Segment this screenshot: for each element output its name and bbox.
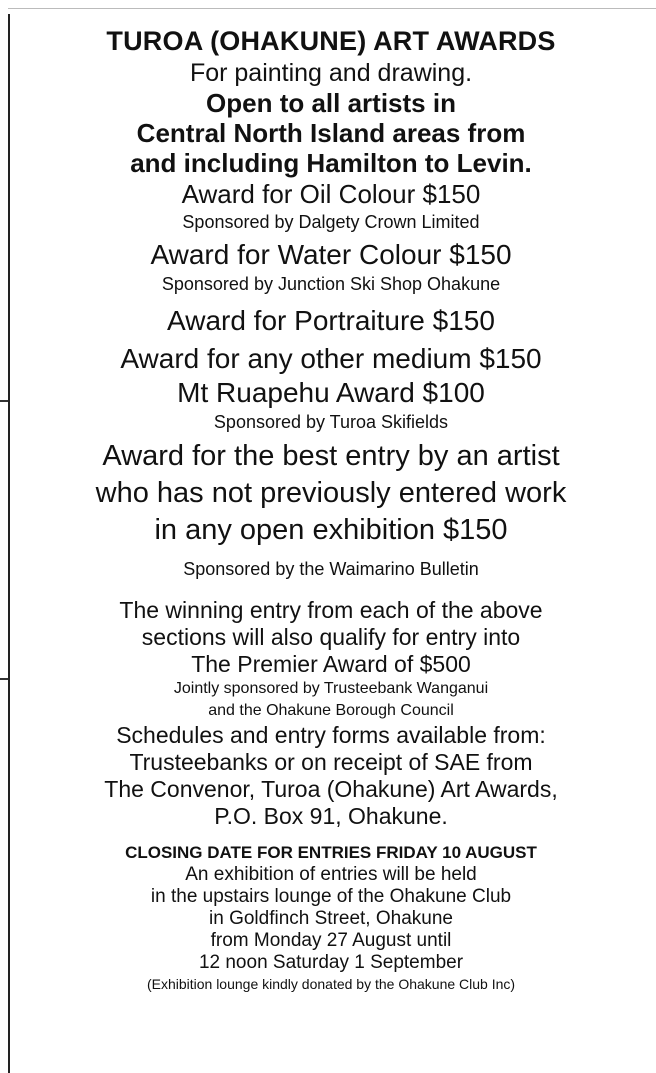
ad-title: TUROA (OHAKUNE) ART AWARDS bbox=[106, 26, 556, 56]
award-portraiture: Award for Portraiture $150 bbox=[167, 305, 495, 336]
eligibility-line: Central North Island areas from bbox=[136, 118, 526, 148]
premier-sponsor-line: and the Ohakune Borough Council bbox=[208, 702, 454, 719]
award-oil-sponsor: Sponsored by Dalgety Crown Limited bbox=[182, 212, 480, 232]
award-newcomer-line: in any open exhibition $150 bbox=[154, 514, 508, 546]
schedule-line: P.O. Box 91, Ohakune. bbox=[214, 803, 448, 829]
award-oil-colour: Award for Oil Colour $150 bbox=[181, 179, 481, 209]
premier-award-line: The Premier Award of $500 bbox=[191, 651, 471, 677]
exhibition-line: 12 noon Saturday 1 September bbox=[198, 952, 464, 973]
exhibition-line: from Monday 27 August until bbox=[210, 930, 452, 951]
schedule-line: Trusteebanks or on receipt of SAE from bbox=[129, 749, 533, 775]
award-newcomer-sponsor: Sponsored by the Waimarino Bulletin bbox=[183, 559, 479, 579]
award-other-medium: Award for any other medium $150 bbox=[120, 343, 542, 374]
premier-award-line: sections will also qualify for entry into bbox=[141, 624, 521, 650]
eligibility-line: Open to all artists in bbox=[206, 88, 456, 118]
left-border-rule bbox=[8, 14, 10, 1073]
ad-subtitle: For painting and drawing. bbox=[189, 59, 473, 87]
ad-body bbox=[14, 24, 648, 994]
exhibition-line: in Goldfinch Street, Ohakune bbox=[209, 908, 453, 929]
exhibition-line: An exhibition of entries will be held bbox=[185, 864, 477, 885]
closing-date: CLOSING DATE FOR ENTRIES FRIDAY 10 AUGUST bbox=[125, 843, 537, 862]
column-tick-mark bbox=[0, 678, 8, 680]
exhibition-line: in the upstairs lounge of the Ohakune Club bbox=[150, 886, 512, 907]
award-newcomer-line: who has not previously entered work bbox=[95, 477, 567, 509]
schedule-line: Schedules and entry forms available from: bbox=[116, 722, 546, 748]
award-mt-ruapehu: Mt Ruapehu Award $100 bbox=[177, 377, 485, 408]
lounge-note: (Exhibition lounge kindly donated by the Ohakune Club Inc) bbox=[146, 976, 516, 992]
column-tick-mark bbox=[0, 400, 8, 402]
award-water-colour: Award for Water Colour $150 bbox=[150, 239, 512, 270]
award-water-sponsor: Sponsored by Junction Ski Shop Ohakune bbox=[161, 274, 501, 294]
award-newcomer-line: Award for the best entry by an artist bbox=[102, 440, 560, 472]
premier-sponsor-line: Jointly sponsored by Trusteebank Wanganui bbox=[173, 680, 489, 697]
eligibility-line: and including Hamilton to Levin. bbox=[130, 148, 532, 178]
award-ruapehu-sponsor: Sponsored by Turoa Skifields bbox=[213, 412, 449, 432]
premier-award-line: The winning entry from each of the above bbox=[119, 597, 543, 623]
schedule-line: The Convenor, Turoa (Ohakune) Art Awards, bbox=[104, 776, 558, 802]
top-rule bbox=[8, 8, 656, 9]
